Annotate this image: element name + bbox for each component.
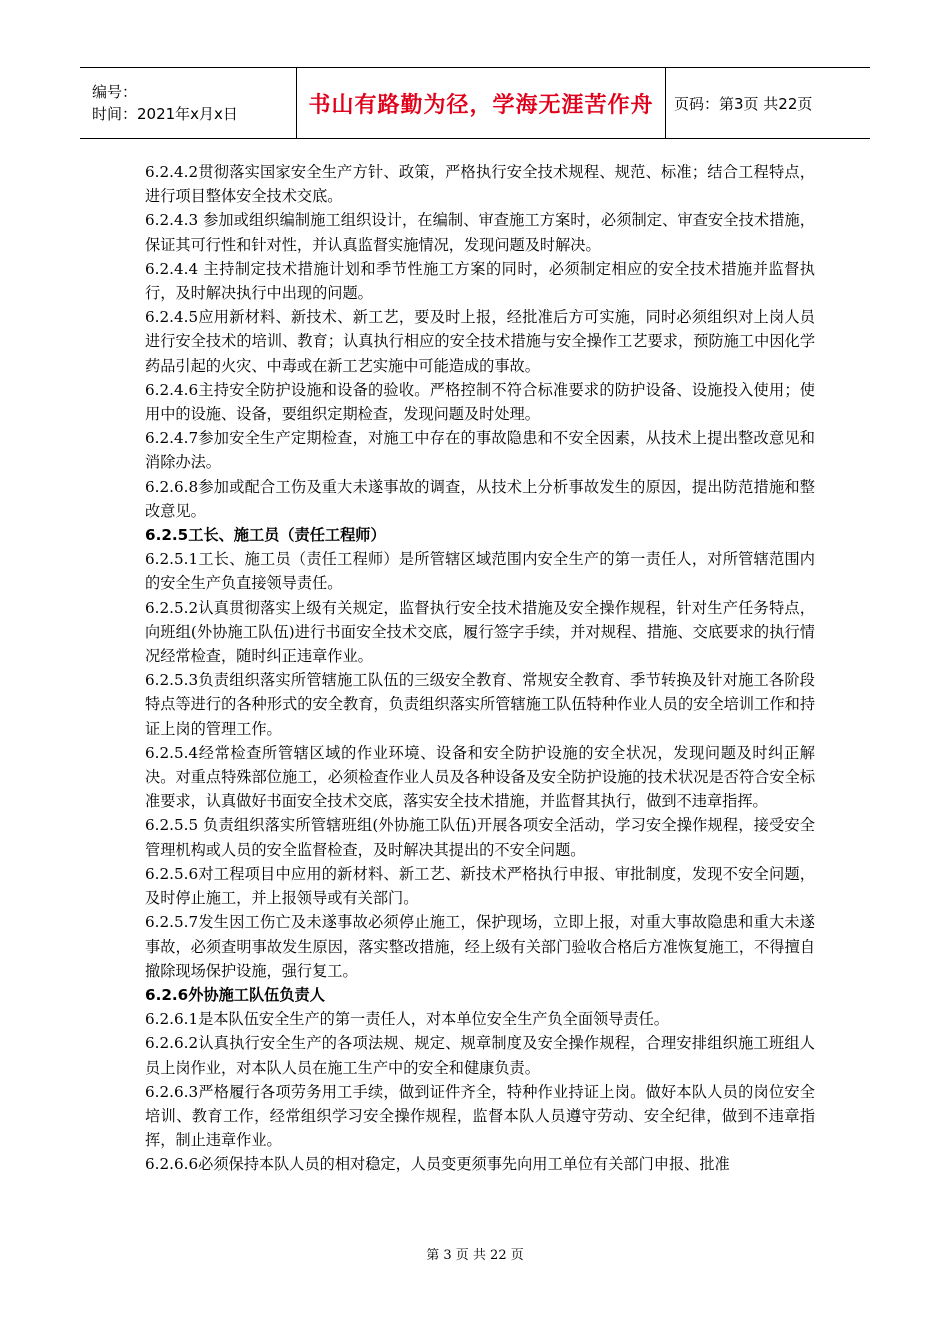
page-footer: 第 3 页 共 22 页 bbox=[426, 1248, 524, 1263]
body-paragraph: 6.2.4.4 主持制定技术措施计划和季节性施工方案的同时，必须制定相应的安全技术措施并监督执行，及时解决执行中出现的问题。 bbox=[145, 259, 815, 303]
section-heading: 6.2.5工长、施工员（责任工程师） bbox=[145, 526, 386, 545]
body-paragraph: 6.2.5.4经常检查所管辖区域的作业环境、设备和安全防护设施的安全状况，发现问题及时纠正解决。对重点特殊部位施工，必须检查作业人员及各种设备及安全防护设施的技术状况是否符合安全标准要求，认真做好书面安全技术交底，落实安全技术措施，并监督其执行，做到不违章指挥。 bbox=[145, 743, 815, 811]
body-paragraph: 6.2.5.2认真贯彻落实上级有关规定，监督执行安全技术措施及安全操作规程，针对生产任务特点，向班组(外协施工队伍)进行书面安全技术交底，履行签字手续，并对规程、措施、交底要求的执行情况经常检查，随时纠正违章作业。 bbox=[145, 598, 815, 666]
header-page-number: 页码：第3页 共22页 bbox=[674, 94, 813, 113]
page-header bbox=[80, 67, 870, 139]
body-paragraph: 6.2.5.1工长、施工员（责任工程师）是所管辖区域范围内安全生产的第一责任人，对所管辖范围内的安全生产负直接领导责任。 bbox=[145, 550, 815, 593]
body-paragraph: 6.2.6.6必须保持本队人员的相对稳定，人员变更须事先向用工单位有关部门申报、批准 bbox=[145, 1155, 730, 1174]
body-paragraph: 6.2.6.1是本队伍安全生产的第一责任人，对本单位安全生产负全面领导责任。 bbox=[145, 1010, 669, 1029]
body-paragraph: 6.2.6.8参加或配合工伤及重大未遂事故的调查，从技术上分析事故发生的原因，提出防范措施和整改意见。 bbox=[145, 477, 815, 520]
section-heading: 6.2.6外协施工队伍负责人 bbox=[145, 985, 325, 1004]
body-paragraph: 6.2.4.7参加安全生产定期检查，对施工中存在的事故隐患和不安全因素，从技术上提出整改意见和消除办法。 bbox=[145, 429, 815, 472]
body-paragraph: 6.2.5.7发生因工伤亡及未遂事故必须停止施工，保护现场，立即上报，对重大事故隐患和重大未遂事故，必须查明事故发生原因，落实整改措施，经上级有关部门验收合格后方准恢复施工，不得擅自撤除现场保护设施，强行复工。 bbox=[145, 913, 815, 980]
document-date-label: 时间：2021年x月x日 bbox=[92, 105, 238, 123]
body-paragraph: 6.2.4.2贯彻落实国家安全生产方针、政策，严格执行安全技术规程、规范、标准；结合工程特点，进行项目整体安全技术交底。 bbox=[145, 163, 815, 206]
body-paragraph: 6.2.5.5 负责组织落实所管辖班组(外协施工队伍)开展各项安全活动，学习安全操作规程，接受安全管理机构或人员的安全监督检查，及时解决其提出的不安全问题。 bbox=[145, 816, 815, 859]
body-paragraph: 6.2.4.6主持安全防护设施和设备的验收。严格控制不符合标准要求的防护设备、设施投入使用；使用中的设施、设备，要组织定期检查，发现问题及时处理。 bbox=[145, 380, 815, 424]
body-paragraph: 6.2.6.2认真执行安全生产的各项法规、规定、规章制度及安全操作规程，合理安排组织施工班组人员上岗作业，对本队人员在施工生产中的安全和健康负责。 bbox=[145, 1034, 815, 1077]
body-paragraph: 6.2.4.5应用新材料、新技术、新工艺，要及时上报，经批准后方可实施，同时必须组织对上岗人员进行安全技术的培训、教育；认真执行相应的安全技术措施与安全操作工艺要求，预防施工中因化学药品引起的火灾、中毒或在新工艺实施中可能造成的事故。 bbox=[145, 308, 815, 375]
body-paragraph: 6.2.6.3严格履行各项劳务用工手续，做到证件齐全，特种作业持证上岗。做好本队人员的岗位安全培训、教育工作，经常组织学习安全操作规程，监督本队人员遵守劳动、安全纪律，做到不违章指挥，制止违章作业。 bbox=[145, 1082, 815, 1150]
body-paragraph: 6.2.5.6对工程项目中应用的新材料、新工艺、新技术严格执行申报、审批制度，发现不安全问题，及时停止施工，并上报领导或有关部门。 bbox=[145, 864, 815, 908]
document-number-label: 编号： bbox=[92, 83, 138, 101]
header-motto: 书山有路勤为径，学海无涯苦作舟 bbox=[296, 68, 666, 138]
body-paragraph: 6.2.4.3 参加或组织编制施工组织设计，在编制、审查施工方案时，必须制定、审查安全技术措施，保证其可行性和针对性，并认真监督实施情况，发现问题及时解决。 bbox=[145, 211, 815, 254]
header-meta bbox=[80, 68, 296, 138]
body-paragraph: 6.2.5.3负责组织落实所管辖施工队伍的三级安全教育、常规安全教育、季节转换及针对施工各阶段特点等进行的各种形式的安全教育，负责组织落实所管辖施工队伍特种作业人员的安全培训工作和持证上岗的管理工作。 bbox=[145, 671, 815, 738]
document-body bbox=[145, 160, 815, 1177]
